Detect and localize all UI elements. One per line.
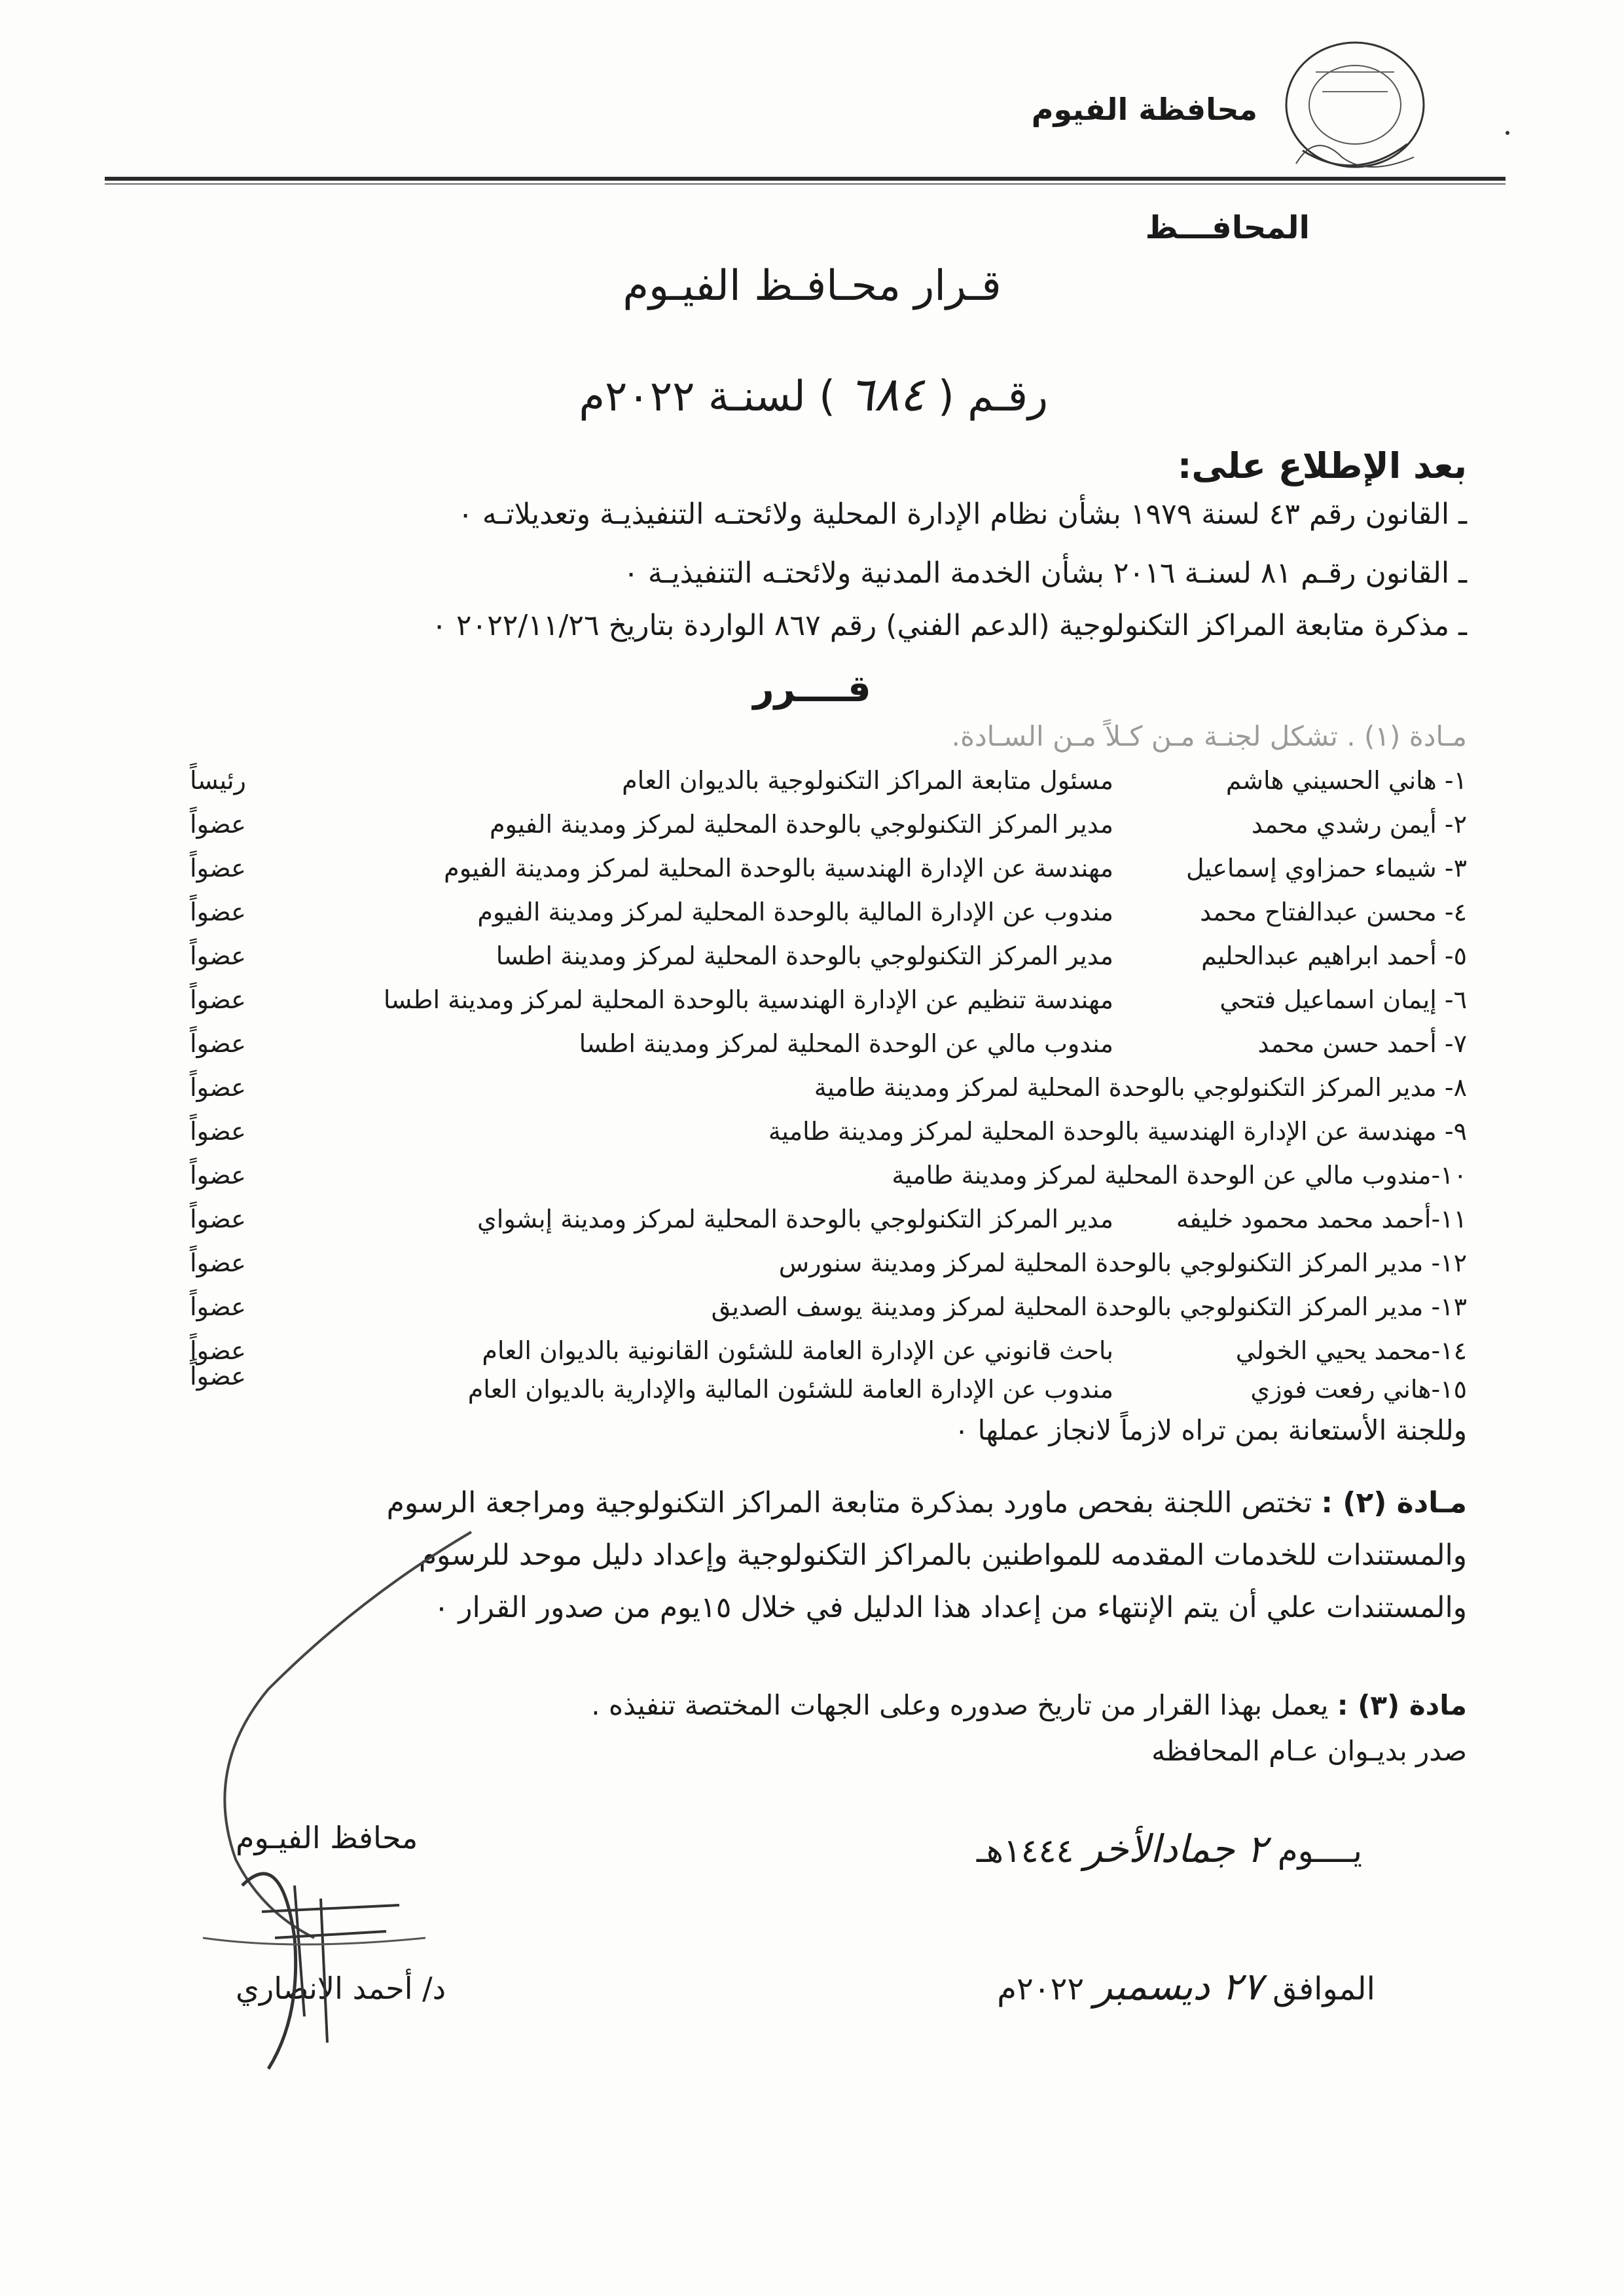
member-line: ١٣- مدير المركز التكنولوجي بالوحدة المحلية لمركز ومدينة يوسف الصديق — [711, 1292, 1467, 1321]
member-role: مندوب عن الإدارة المالية بالوحدة المحلية لمركز ومدينة الفيوم — [477, 898, 1113, 926]
committee-assistance-line: وللجنة الأستعانة بمن تراه لازماً لانجاز عملها ٠ — [954, 1414, 1467, 1446]
member-status: عضواً — [190, 1362, 246, 1391]
member-name: ٦- إيمان اسماعيل فتحي — [1219, 985, 1467, 1014]
gregorian-date-handwritten: ٢٧ ديسمبر — [1094, 1964, 1263, 2009]
member-status: عضواً — [190, 1205, 246, 1233]
governor-heading: المحافـــظ — [1145, 210, 1310, 246]
header-rule-thin — [105, 183, 1506, 185]
member-line: ٩- مهندسة عن الإدارة الهندسية بالوحدة المحلية لمركز ومدينة طامية — [768, 1117, 1467, 1146]
member-role: مسئول متابعة المراكز التكنولوجية بالديوان العام — [622, 766, 1113, 795]
article-1-heading: مـادة (١) . تشكل لجنـة مـن كـلاً مـن السـادة. — [951, 720, 1467, 752]
number-prefix: رقـم ( — [937, 373, 1048, 421]
member-name: ٣- شيماء حمزاوي إسماعيل — [1185, 854, 1467, 883]
gregorian-date — [997, 1964, 1375, 2009]
member-status: عضواً — [190, 985, 246, 1014]
member-name: ١١-أحمد محمد محمود خليفه — [1176, 1205, 1467, 1233]
handwritten-signature-icon — [164, 1519, 504, 2082]
decision-number-line — [579, 367, 1048, 422]
member-name: ٢- أيمن رشدي محمد — [1251, 810, 1467, 839]
signatory-name: د/ أحمد الانصاري — [236, 1971, 446, 2006]
article-2-label: مـادة (٢) : — [1321, 1486, 1467, 1520]
hijri-date-year: ١٤٤٤هـ — [976, 1832, 1074, 1870]
article-3-label: مادة (٣) : — [1337, 1689, 1467, 1721]
member-line: ١٢- مدير المركز التكنولوجي بالوحدة المحلية لمركز ومدينة سنورس — [778, 1248, 1467, 1277]
member-line: ٨- مدير المركز التكنولوجي بالوحدة المحلية لمركز ومدينة طامية — [814, 1073, 1467, 1102]
article-2-line-3: والمستندات علي أن يتم الإنتهاء من إعداد هذا الدليل في خلال ١٥يوم من صدور القرار ٠ — [433, 1591, 1467, 1624]
preamble-law-2: ـ القانون رقـم ٨١ لسنـة ٢٠١٦ بشأن الخدمة المدنية ولائحتـه التنفيذيـة ٠ — [623, 556, 1467, 590]
member-role: مهندسة تنظيم عن الإدارة الهندسية بالوحدة المحلية لمركز ومدينة اطسا — [383, 985, 1113, 1014]
hijri-date — [977, 1827, 1362, 1871]
gregorian-date-year: ٢٠٢٢م — [997, 1971, 1085, 2007]
scan-dot — [1506, 131, 1509, 135]
article-2-line-1 — [387, 1486, 1467, 1520]
member-role: مدير المركز التكنولوجي بالوحدة المحلية لمركز ومدينة اطسا — [496, 941, 1113, 970]
member-name: ٥- أحمد ابراهيم عبدالحليم — [1201, 941, 1467, 970]
governorate-seal-icon — [1276, 33, 1434, 190]
member-status: عضواً — [190, 1248, 246, 1277]
member-role: مدير المركز التكنولوجي بالوحدة المحلية لمركز ومدينة الفيوم — [490, 810, 1113, 839]
member-status: عضواً — [190, 1292, 246, 1321]
member-status: عضواً — [190, 810, 246, 839]
article-3-text: يعمل بهذا القرار من تاريخ صدوره وعلى الجهات المختصة تنفيذه . — [591, 1689, 1329, 1721]
member-status: عضواً — [190, 1029, 246, 1058]
member-role: مهندسة عن الإدارة الهندسية بالوحدة المحلية لمركز ومدينة الفيوم — [444, 854, 1113, 883]
member-status: رئيساً — [190, 766, 246, 795]
member-role: مندوب عن الإدارة العامة للشئون المالية والإدارية بالديوان العام — [467, 1375, 1113, 1404]
member-name: ١٥-هاني رفعت فوزي — [1250, 1375, 1467, 1404]
member-status: عضواً — [190, 1161, 246, 1190]
preamble-heading: بعد الإطلاع على: — [1177, 445, 1467, 486]
member-status: عضواً — [190, 898, 246, 926]
decision-title: قـرار محـافـظ الفيـوم — [623, 262, 1001, 310]
preamble-law-1: ـ القانون رقم ٤٣ لسنة ١٩٧٩ بشأن نظام الإدارة المحلية ولائحتـه التنفيذيـة وتعديلاتـه ٠ — [458, 498, 1467, 531]
member-status: عضواً — [190, 1117, 246, 1146]
member-status: عضواً — [190, 941, 246, 970]
member-name: ٧- أحمد حسن محمد — [1257, 1029, 1467, 1058]
header-rule — [105, 177, 1506, 181]
member-name: ١٤-محمد يحيي الخولي — [1235, 1336, 1467, 1365]
article-2-line-2: والمستندات للخدمات المقدمه للمواطنين بالمراكز التكنولوجية وإعداد دليل موحد للرسوم — [418, 1539, 1467, 1572]
member-role: مندوب مالي عن الوحدة المحلية لمركز ومدينة اطسا — [579, 1029, 1113, 1058]
signatory-title: محافظ الفيـوم — [236, 1820, 418, 1855]
member-role: مدير المركز التكنولوجي بالوحدة المحلية لمركز ومدينة إبشواي — [477, 1205, 1113, 1233]
member-name: ٤- محسن عبدالفتاح محمد — [1200, 898, 1467, 926]
member-status: عضواً — [190, 1073, 246, 1102]
member-status: عضواً — [190, 854, 246, 883]
decided-heading: قــــرر — [753, 668, 871, 710]
article-2-text-1: تختص اللجنة بفحص ماورد بمذكرة متابعة المراكز التكنولوجية ومراجعة الرسوم — [386, 1486, 1312, 1520]
article-3-line — [591, 1689, 1467, 1721]
gregorian-date-prefix: الموافق — [1272, 1971, 1375, 2007]
preamble-law-3: ـ مذكرة متابعة المراكز التكنولوجية (الدعم الفني) رقم ٨٦٧ الواردة بتاريخ ٢٠٢٢/١١/٢٦ ٠ — [431, 609, 1467, 642]
hijri-date-prefix: يــــوم — [1277, 1832, 1362, 1870]
decision-number: ٦٨٤ — [848, 367, 925, 422]
hijri-date-handwritten: ٢ جمادالأخر — [1084, 1827, 1267, 1871]
member-name: ١- هاني الحسيني هاشم — [1225, 766, 1467, 795]
governorate-header: محافظة الفيوم — [1031, 92, 1257, 127]
member-role: باحث قانوني عن الإدارة العامة للشئون القانونية بالديوان العام — [482, 1336, 1113, 1365]
member-status: عضواً — [190, 1336, 246, 1365]
issued-line: صدر بديـوان عـام المحافظه — [1151, 1735, 1467, 1767]
member-line: ١٠-مندوب مالي عن الوحدة المحلية لمركز ومدينة طامية — [892, 1161, 1467, 1190]
number-suffix: ) لسنـة ٢٠٢٢م — [579, 373, 836, 421]
